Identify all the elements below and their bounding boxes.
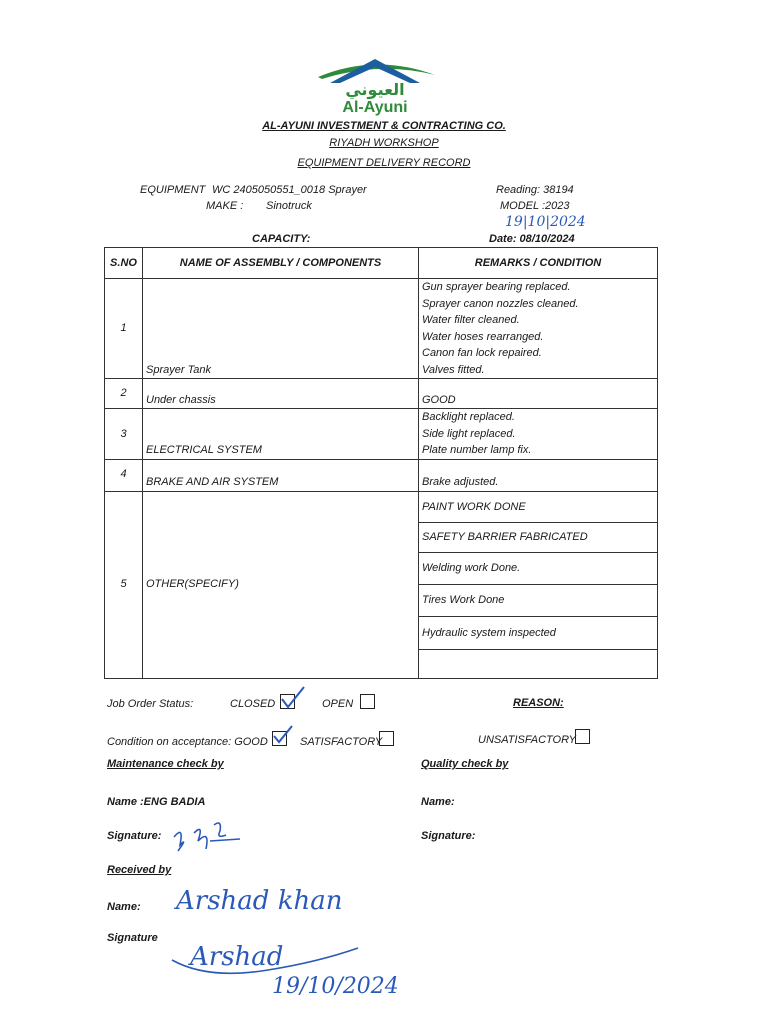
remarks-cell: Gun sprayer bearing replaced. Sprayer canon nozzles cleaned. Water filter cleaned. Water hoses rearranged. Canon fan lock repaired. Valves fitted. (419, 279, 658, 379)
table-row: 5 OTHER(SPECIFY) PAINT WORK DONE SAFETY BARRIER FABRICATED Welding work Done. Tires Work Done Hydraulic system inspected (105, 491, 658, 678)
svg-text:العيوني: العيوني (345, 80, 405, 99)
received-signature-label: Signature (107, 932, 158, 944)
check-mark-icon (278, 685, 308, 711)
capacity-label: CAPACITY: (252, 233, 311, 245)
document-title: EQUIPMENT DELIVERY RECORD (297, 157, 471, 169)
maintenance-title: Maintenance check by (107, 758, 224, 770)
date: Date: 08/10/2024 (489, 233, 575, 245)
closed-label: CLOSED (230, 698, 276, 710)
svg-text:Al-Ayuni: Al-Ayuni (342, 99, 408, 116)
check-mark-icon (270, 724, 296, 748)
reason-label: REASON: (513, 697, 564, 709)
maintenance-signature-label: Signature: (107, 830, 162, 842)
workshop-name: RIYADH WORKSHOP (329, 137, 439, 149)
quality-signature-label: Signature: (421, 830, 476, 842)
handwritten-date-top: 19|10|2024 (505, 214, 586, 230)
received-name-handwritten: Arshad khan (176, 886, 343, 916)
quality-name-label: Name: (421, 796, 455, 808)
maintenance-signature (170, 815, 250, 857)
col-sno-header: S.NO (105, 248, 143, 279)
satisfactory-checkbox[interactable] (379, 730, 394, 748)
component-table (104, 247, 658, 679)
col-name-header: NAME OF ASSEMBLY / COMPONENTS (143, 248, 419, 279)
quality-title: Quality check by (421, 758, 509, 770)
received-signature-handwritten: Arshad (190, 942, 284, 972)
unsatisfactory-label: UNSATISFACTORY (478, 734, 576, 746)
table-row: 2 Under chassis GOOD (105, 379, 658, 409)
col-remarks-header: REMARKS / CONDITION (419, 248, 658, 279)
reading: Reading: 38194 (496, 184, 574, 196)
received-name-label: Name: (107, 901, 141, 913)
maintenance-name: Name :ENG BADIA (107, 796, 206, 808)
table-row: 3 ELECTRICAL SYSTEM Backlight replaced. Side light replaced. Plate number lamp fix. (105, 409, 658, 460)
received-date-handwritten: 19/10/2024 (272, 974, 399, 999)
condition-label: Condition on acceptance: GOOD (107, 736, 268, 748)
satisfactory-label: SATISFACTORY (300, 736, 383, 748)
closed-checkbox[interactable] (280, 693, 295, 711)
received-title: Received by (107, 864, 172, 876)
company-logo (310, 55, 440, 117)
equipment-value: WC 2405050551_0018 Sprayer (212, 184, 367, 196)
equipment-label: EQUIPMENT (140, 184, 206, 196)
open-label: OPEN (322, 698, 354, 710)
unsatisfactory-checkbox[interactable] (575, 728, 590, 746)
job-order-label: Job Order Status: (107, 698, 194, 710)
model: MODEL :2023 (500, 200, 570, 212)
open-checkbox[interactable] (360, 693, 375, 711)
make-label: MAKE : (206, 200, 244, 212)
good-checkbox[interactable] (272, 730, 287, 748)
table-row: 4 BRAKE AND AIR SYSTEM Brake adjusted. (105, 459, 658, 491)
table-row: 1 Sprayer Tank Gun sprayer bearing replaced. Sprayer canon nozzles cleaned. Water filter cleaned. Water hoses rearranged. Canon fan lock repaired. Valves fitted. (105, 279, 658, 379)
company-name: AL-AYUNI INVESTMENT & CONTRACTING CO. (262, 120, 506, 132)
make-value: Sinotruck (266, 200, 312, 212)
